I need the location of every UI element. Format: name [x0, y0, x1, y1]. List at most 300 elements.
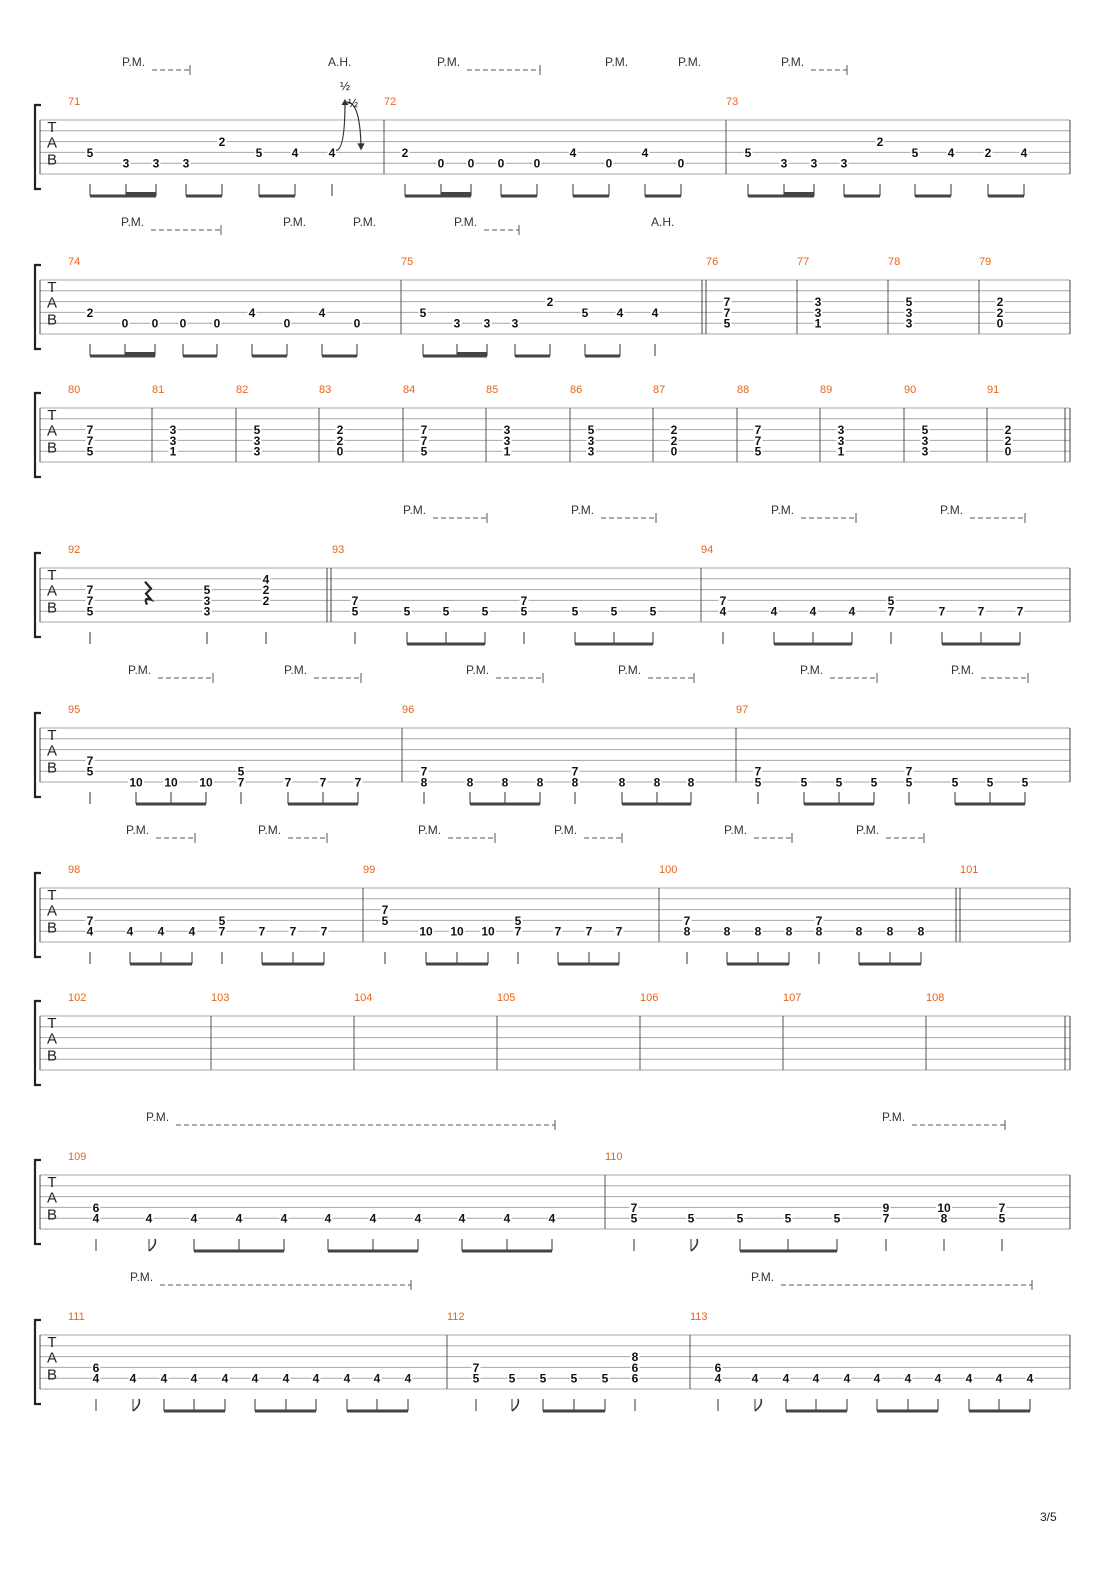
eighth-beam: [955, 803, 1025, 806]
fret-number: 5: [921, 423, 929, 438]
fret-number: 7: [554, 924, 562, 939]
fret-number: 2: [546, 295, 554, 310]
eighth-beam: [259, 195, 295, 198]
fret-number: 3: [453, 316, 461, 331]
fret-number: 5: [870, 775, 878, 790]
fret-number: 7: [615, 924, 623, 939]
measure-number: 90: [904, 384, 917, 396]
measure-number: 80: [68, 384, 81, 396]
fret-number: 3: [837, 423, 845, 438]
measure-number: 93: [332, 544, 345, 556]
fret-number: 9: [882, 1200, 890, 1215]
fret-number: 7: [1016, 604, 1024, 619]
eighth-beam: [426, 963, 488, 966]
fret-number: 5: [887, 593, 895, 608]
fret-number: 2: [86, 305, 94, 320]
fret-number: 4: [92, 1371, 100, 1386]
fret-number: 4: [843, 1371, 851, 1386]
eighth-beam: [727, 963, 789, 966]
fret-number: 4: [458, 1211, 466, 1226]
measure-number: 82: [236, 384, 249, 396]
fret-number: 10: [937, 1200, 951, 1215]
eighth-beam: [740, 1250, 837, 1253]
measure-number: 98: [68, 864, 81, 876]
tab-clef-t: T: [47, 1174, 57, 1191]
palm-mute-label: P.M.: [418, 823, 442, 837]
measure-number: 87: [653, 384, 666, 396]
fret-number: 0: [497, 156, 505, 171]
measure-number: 96: [402, 704, 415, 716]
fret-number: 4: [1026, 1371, 1034, 1386]
eighth-beam: [645, 195, 681, 198]
fret-number: 0: [677, 156, 685, 171]
fret-number: 8: [940, 1211, 948, 1226]
fret-number: 4: [328, 145, 336, 160]
fret-number: 10: [199, 775, 213, 790]
fret-number: 5: [784, 1211, 792, 1226]
fret-number: 1: [503, 444, 511, 459]
fret-number: 3: [905, 305, 913, 320]
eighth-beam: [262, 963, 324, 966]
sixteenth-beam: [457, 352, 487, 355]
eighth-beam: [622, 803, 691, 806]
palm-mute-label: P.M.: [128, 663, 152, 677]
fret-number: 5: [754, 444, 762, 459]
fret-number: 7: [571, 764, 579, 779]
eighth-beam: [288, 803, 358, 806]
fret-number: 5: [514, 913, 522, 928]
fret-number: 7: [237, 775, 245, 790]
measure-number: 86: [570, 384, 583, 396]
fret-number: 5: [86, 764, 94, 779]
eighth-beam: [558, 963, 619, 966]
fret-number: 10: [481, 924, 495, 939]
fret-number: 1: [169, 444, 177, 459]
fret-number: 5: [481, 604, 489, 619]
artificial-harmonic-label: A.H.: [328, 55, 352, 69]
palm-mute-label: P.M.: [856, 823, 880, 837]
fret-number: 3: [483, 316, 491, 331]
tab-system: [35, 1280, 1070, 1413]
fret-number: 3: [814, 295, 822, 310]
measure-number: 92: [68, 544, 81, 556]
palm-mute-label: P.M.: [882, 1110, 906, 1124]
fret-number: 3: [182, 156, 190, 171]
fret-number: 4: [312, 1371, 320, 1386]
fret-number: 0: [179, 316, 187, 331]
fret-number: 7: [86, 593, 94, 608]
tab-clef-t: T: [47, 567, 57, 584]
eighth-beam: [786, 1410, 847, 1413]
fret-number: 5: [744, 145, 752, 160]
measure-number: 73: [726, 96, 739, 108]
page-number: 3/5: [1040, 1510, 1057, 1524]
fret-number: 2: [984, 145, 992, 160]
eighth-beam: [347, 1410, 408, 1413]
fret-number: 7: [585, 924, 593, 939]
fret-number: 3: [810, 156, 818, 171]
fret-number: 5: [581, 305, 589, 320]
fret-number: 8: [631, 1350, 639, 1365]
palm-mute-label: P.M.: [751, 1270, 775, 1284]
tab-clef-t: T: [47, 1015, 57, 1032]
fret-number: 2: [336, 433, 344, 448]
fret-number: 4: [373, 1371, 381, 1386]
fret-number: 3: [253, 433, 261, 448]
fret-number: 4: [503, 1211, 511, 1226]
fret-number: 6: [631, 1371, 639, 1386]
fret-number: 5: [218, 913, 226, 928]
fret-number: 2: [401, 145, 409, 160]
fret-number: 0: [996, 316, 1004, 331]
palm-mute-label: P.M.: [724, 823, 748, 837]
fret-number: 8: [855, 924, 863, 939]
palm-mute-label: P.M.: [454, 215, 478, 229]
fret-number: 5: [571, 604, 579, 619]
fret-number: 4: [995, 1371, 1003, 1386]
fret-number: 3: [203, 604, 211, 619]
eighth-beam: [470, 803, 540, 806]
fret-number: 7: [258, 924, 266, 939]
fret-number: 4: [145, 1211, 153, 1226]
fret-number: 4: [809, 604, 817, 619]
measure-number: 99: [363, 864, 376, 876]
fret-number: 4: [934, 1371, 942, 1386]
fret-number: 7: [754, 423, 762, 438]
fret-number: 4: [251, 1371, 259, 1386]
fret-number: 5: [419, 305, 427, 320]
eighth-beam: [130, 963, 192, 966]
fret-number: 5: [833, 1211, 841, 1226]
fret-number: 4: [812, 1371, 820, 1386]
fret-number: 4: [291, 145, 299, 160]
fret-number: 4: [751, 1371, 759, 1386]
fret-number: 8: [653, 775, 661, 790]
palm-mute-label: P.M.: [146, 1110, 170, 1124]
fret-number: 8: [618, 775, 626, 790]
measure-number: 77: [797, 256, 810, 268]
tab-clef-b: B: [46, 1366, 58, 1384]
measure-number: 101: [960, 864, 979, 876]
tab-clef-t: T: [47, 727, 57, 744]
fret-number: 10: [164, 775, 178, 790]
fret-number: 2: [262, 583, 270, 598]
fret-number: 7: [218, 924, 226, 939]
fret-number: 5: [351, 604, 359, 619]
fret-number: 2: [670, 433, 678, 448]
measure-number: 89: [820, 384, 833, 396]
tab-clef-a: A: [46, 1349, 58, 1367]
fret-number: 5: [905, 295, 913, 310]
fret-number: 5: [255, 145, 263, 160]
fret-number: 8: [917, 924, 925, 939]
fret-number: 4: [1020, 145, 1028, 160]
eighth-beam: [194, 1250, 284, 1253]
fret-number: 0: [670, 444, 678, 459]
fret-number: 6: [92, 1360, 100, 1375]
fret-number: 0: [437, 156, 445, 171]
fret-number: 5: [86, 444, 94, 459]
fret-number: 3: [169, 433, 177, 448]
eighth-flag: [691, 1239, 697, 1251]
fret-number: 7: [520, 593, 528, 608]
eighth-beam: [183, 355, 217, 358]
fret-number: 7: [86, 423, 94, 438]
fret-number: 5: [649, 604, 657, 619]
palm-mute-label: P.M.: [771, 503, 795, 517]
fret-number: 3: [921, 444, 929, 459]
eighth-flag: [149, 1239, 155, 1251]
fret-number: 4: [318, 305, 326, 320]
measure-number: 74: [68, 256, 81, 268]
palm-mute-label: P.M.: [126, 823, 150, 837]
fret-number: 10: [450, 924, 464, 939]
fret-number: 4: [157, 924, 165, 939]
tab-clef-a: A: [46, 1189, 58, 1207]
tab-clef-a: A: [46, 1030, 58, 1048]
fret-number: 7: [905, 764, 913, 779]
eighth-beam: [252, 355, 287, 358]
fret-number: 2: [996, 305, 1004, 320]
sixteenth-beam: [125, 352, 155, 355]
fret-number: 3: [122, 156, 130, 171]
palm-mute-label: P.M.: [283, 215, 307, 229]
eighth-beam: [501, 195, 537, 198]
tab-clef-b: B: [46, 1206, 58, 1224]
palm-mute-label: P.M.: [403, 503, 427, 517]
fret-number: 4: [569, 145, 577, 160]
tab-clef-t: T: [47, 279, 57, 296]
fret-number: 5: [723, 316, 731, 331]
tab-clef-t: T: [47, 119, 57, 136]
tab-clef-b: B: [46, 919, 58, 937]
fret-number: 7: [977, 604, 985, 619]
tab-system: [35, 673, 1070, 806]
fret-number: 4: [904, 1371, 912, 1386]
palm-mute-label: P.M.: [437, 55, 461, 69]
measure-number: 106: [640, 992, 659, 1004]
fret-number: 8: [466, 775, 474, 790]
fret-number: 4: [126, 924, 134, 939]
measure-number: 85: [486, 384, 499, 396]
tab-clef-t: T: [47, 887, 57, 904]
eighth-beam: [136, 803, 206, 806]
fret-number: 8: [420, 775, 428, 790]
eighth-beam: [969, 1410, 1030, 1413]
fret-number: 7: [86, 753, 94, 768]
eighth-beam: [915, 195, 951, 198]
palm-mute-label: P.M.: [678, 55, 702, 69]
fret-number: 3: [921, 433, 929, 448]
fret-number: 2: [876, 135, 884, 150]
fret-number: 10: [129, 775, 143, 790]
fret-number: 4: [248, 305, 256, 320]
palm-mute-label: P.M.: [122, 55, 146, 69]
measure-number: 83: [319, 384, 332, 396]
measure-number: 100: [659, 864, 678, 876]
fret-number: 7: [420, 433, 428, 448]
eighth-beam: [543, 1410, 605, 1413]
fret-number: 10: [419, 924, 433, 939]
fret-number: 4: [848, 604, 856, 619]
fret-number: 5: [687, 1211, 695, 1226]
fret-number: 4: [965, 1371, 973, 1386]
tab-clef-t: T: [47, 407, 57, 424]
fret-number: 7: [86, 913, 94, 928]
eighth-beam: [322, 355, 357, 358]
fret-number: 2: [1004, 423, 1012, 438]
eighth-beam: [585, 355, 620, 358]
fret-number: 0: [283, 316, 291, 331]
measure-number: 102: [68, 992, 87, 1004]
eighth-beam: [407, 643, 485, 646]
fret-number: 7: [420, 764, 428, 779]
eighth-beam: [255, 1410, 316, 1413]
measure-number: 113: [690, 1311, 708, 1323]
fret-number: 7: [683, 913, 691, 928]
fret-number: 4: [414, 1211, 422, 1226]
fret-number: 5: [601, 1371, 609, 1386]
eighth-beam: [164, 1410, 225, 1413]
palm-mute-label: P.M.: [605, 55, 629, 69]
fret-number: 4: [129, 1371, 137, 1386]
fret-number: 4: [190, 1211, 198, 1226]
release-amount-label: ½: [347, 96, 359, 110]
fret-number: 7: [815, 913, 823, 928]
measure-number: 109: [68, 1151, 87, 1163]
fret-number: 5: [237, 764, 245, 779]
fret-number: 5: [630, 1211, 638, 1226]
tab-clef-a: A: [46, 134, 58, 152]
measure-number: 105: [497, 992, 516, 1004]
tab-system: [35, 513, 1070, 646]
eighth-beam: [186, 195, 222, 198]
fret-number: 7: [351, 593, 359, 608]
eighth-flag: [133, 1399, 139, 1411]
fret-number: 7: [320, 924, 328, 939]
fret-number: 5: [539, 1371, 547, 1386]
sixteenth-beam: [126, 192, 156, 195]
fret-number: 7: [319, 775, 327, 790]
fret-number: 7: [514, 924, 522, 939]
fret-number: 7: [284, 775, 292, 790]
fret-number: 5: [911, 145, 919, 160]
fret-number: 2: [996, 295, 1004, 310]
fret-number: 5: [905, 775, 913, 790]
fret-number: 4: [548, 1211, 556, 1226]
fret-number: 5: [403, 604, 411, 619]
fret-number: 7: [998, 1200, 1006, 1215]
sixteenth-beam: [441, 192, 471, 195]
measure-number: 79: [979, 256, 992, 268]
eighth-beam: [462, 1250, 552, 1253]
fret-number: 4: [343, 1371, 351, 1386]
measure-number: 81: [152, 384, 165, 396]
measure-number: 94: [701, 544, 714, 556]
tab-clef-a: A: [46, 294, 58, 312]
measure-number: 97: [736, 704, 749, 716]
palm-mute-label: P.M.: [258, 823, 282, 837]
fret-number: 5: [203, 583, 211, 598]
eighth-beam: [515, 355, 550, 358]
tab-clef-t: T: [47, 1334, 57, 1351]
tab-clef-a: A: [46, 902, 58, 920]
fret-number: 7: [754, 433, 762, 448]
fret-number: 3: [587, 433, 595, 448]
measure-number: 75: [401, 256, 414, 268]
fret-number: 5: [86, 145, 94, 160]
fret-number: 8: [536, 775, 544, 790]
fret-number: 0: [213, 316, 221, 331]
fret-number: 7: [630, 1200, 638, 1215]
fret-number: 2: [218, 135, 226, 150]
fret-number: 0: [121, 316, 129, 331]
fret-number: 7: [719, 593, 727, 608]
fret-number: 3: [840, 156, 848, 171]
measure-number: 112: [447, 1311, 465, 1323]
fret-number: 7: [472, 1360, 480, 1375]
fret-number: 2: [336, 423, 344, 438]
fret-number: 4: [714, 1371, 722, 1386]
tab-clef-a: A: [46, 742, 58, 760]
fret-number: 2: [262, 593, 270, 608]
fret-number: 7: [381, 903, 389, 918]
fret-number: 5: [1021, 775, 1029, 790]
measure-number: 107: [783, 992, 802, 1004]
fret-number: 4: [719, 604, 727, 619]
tab-system: [35, 1120, 1070, 1253]
fret-number: 4: [770, 604, 778, 619]
fret-number: 7: [354, 775, 362, 790]
fret-number: 4: [404, 1371, 412, 1386]
fret-number: 7: [754, 764, 762, 779]
fret-number: 5: [835, 775, 843, 790]
quarter-rest: [145, 582, 151, 605]
fret-number: 5: [420, 444, 428, 459]
palm-mute-label: P.M.: [781, 55, 805, 69]
fret-number: 5: [951, 775, 959, 790]
fret-number: 5: [86, 604, 94, 619]
fret-number: 4: [235, 1211, 243, 1226]
fret-number: 5: [381, 913, 389, 928]
eighth-beam: [804, 803, 874, 806]
fret-number: 3: [905, 316, 913, 331]
artificial-harmonic-label: A.H.: [651, 215, 675, 229]
fret-number: 5: [736, 1211, 744, 1226]
palm-mute-label: P.M.: [800, 663, 824, 677]
palm-mute-label: P.M.: [940, 503, 964, 517]
fret-number: 7: [723, 295, 731, 310]
fret-number: 1: [837, 444, 845, 459]
eighth-flag: [512, 1399, 518, 1411]
fret-number: 3: [814, 305, 822, 320]
fret-number: 7: [420, 423, 428, 438]
fret-number: 0: [605, 156, 613, 171]
fret-number: 5: [442, 604, 450, 619]
palm-mute-label: P.M.: [353, 215, 377, 229]
tab-system: [35, 393, 1070, 477]
fret-number: 0: [533, 156, 541, 171]
fret-number: 4: [221, 1371, 229, 1386]
eighth-beam: [573, 195, 609, 198]
fret-number: 7: [887, 604, 895, 619]
bend-up-arrow: [336, 102, 345, 150]
fret-number: 5: [520, 604, 528, 619]
fret-number: 3: [503, 423, 511, 438]
palm-mute-label: P.M.: [466, 663, 490, 677]
fret-number: 7: [882, 1211, 890, 1226]
fret-number: 5: [587, 423, 595, 438]
